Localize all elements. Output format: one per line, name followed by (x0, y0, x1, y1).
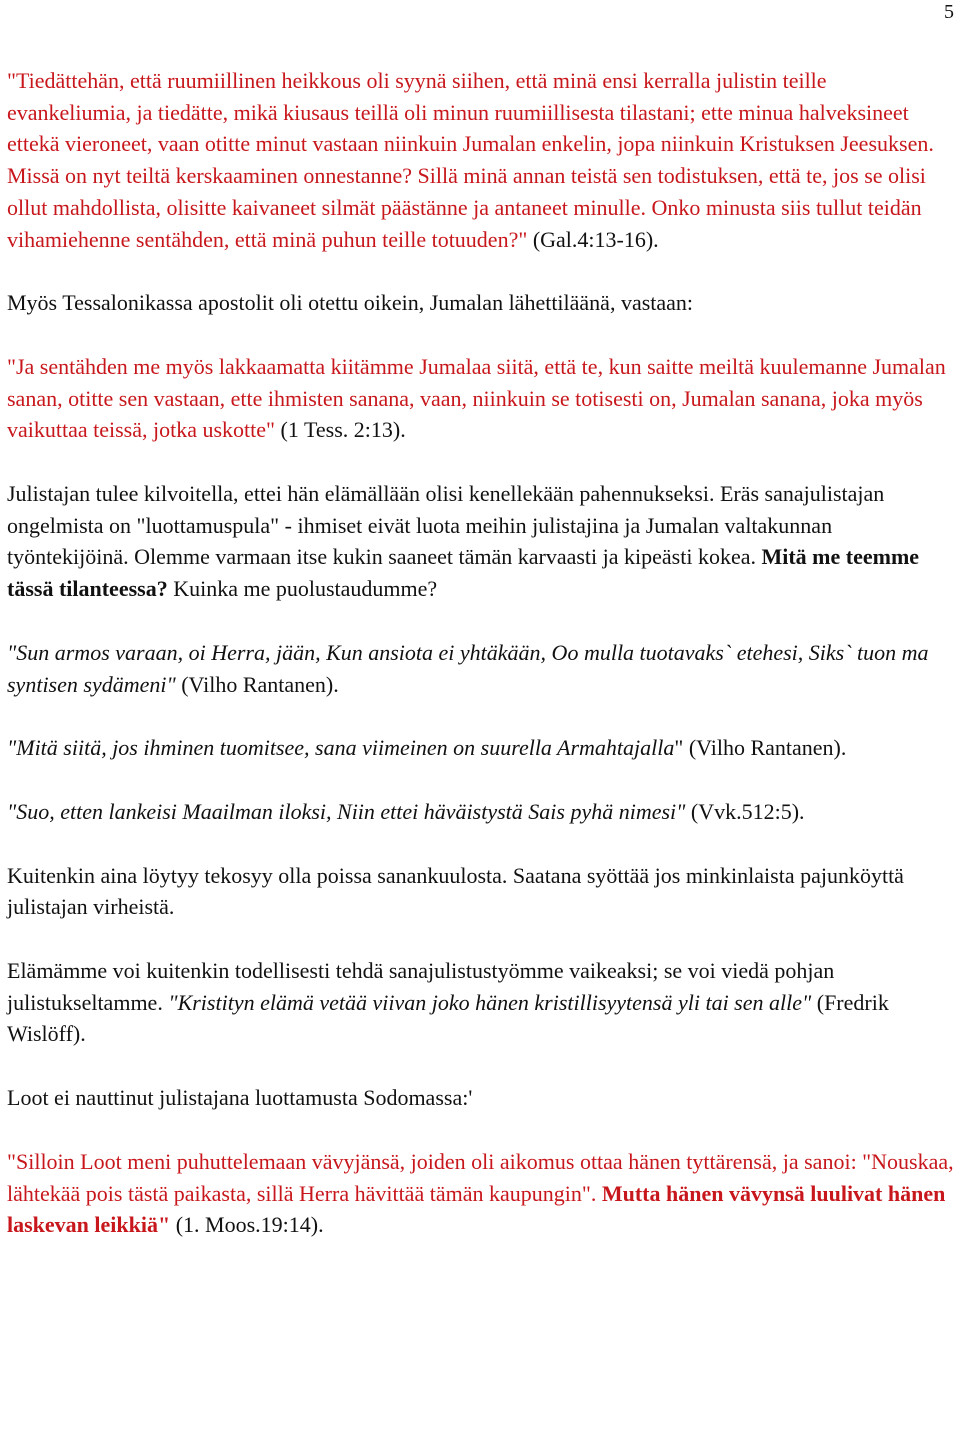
trust-problem-tail: Kuinka me puolustaudumme? (167, 576, 438, 602)
galatians-reference: (Gal.4:13-16). (527, 226, 659, 252)
hymn-rantanen-2-reference: " (Vilho Rantanen). (674, 735, 847, 761)
wisloff-reference: (Fredrik Wislöff). (7, 989, 889, 1047)
paragraph-loot-intro: Loot ei nauttinut julistajana luottamusta Sodomassa:' (7, 1085, 473, 1111)
paragraph-thessalonians-quote (7, 351, 955, 446)
page-number: 5 (944, 1, 954, 23)
paragraph-excuse: Kuitenkin aina löytyy tekosyy olla poissa sanankuulosta. Saatana syöttää jos minkinlaista pajunköyttä julistajan virheistä. (7, 862, 904, 920)
moses-quote-bold: Mutta hänen vävynsä luulivat hänen laskevan leikkiä" (7, 1180, 946, 1238)
paragraph-hymn-vvk (7, 796, 955, 828)
document-body (7, 65, 955, 1273)
moses-quote: "Silloin Loot meni puhuttelemaan vävyjänsä, joiden oli aikomus ottaa hänen tyttärensä, ja sanoi: "Nouskaa, lähtekää pois tästä paikasta, sillä Herra hävittää tämän kaupungin". (7, 1148, 954, 1206)
galatians-quote: "Tiedättehän, että ruumiillinen heikkous oli syynä siihen, että minä ensi kerralla julistin teille evankeliumia, ja tiedätte, mikä kiusaus teillä oli minun ruumiillisesta tilastani; ette minua halveksineet ettekä vieroneet, vaan otitte minut vastaan niinkuin Jumalan enkelin, jopa niinkuin Kristuksen Jeesuksen. Missä on nyt teiltä kerskaaminen onnestanne? Sillä minä annan teistä sen todistuksen, että te, jos se olisi ollut mahdollista, olisitte kaivaneet silmät päästänne ja antaneet minulle. Onko minusta siis tullut teidän vihamiehenne sentähden, että minä puhun teille totuuden?" (7, 68, 934, 252)
trust-problem-text: Julistajan tulee kilvoitella, ettei hän elämällään olisi kenellekään pahennukseksi. Eräs sanajulistajan ongelmista on "luottamuspula" - ihmiset eivät luota meihin julistajina ja Jumalan valtakunnan työntekijöinä. Olemme varmaan itse kukin saaneet tämän karvaasti ja kipeästi kokea. (7, 481, 885, 570)
paragraph-wisloff (7, 955, 955, 1050)
paragraph-thessalonica-intro: Myös Tessalonikassa apostolit oli otettu oikein, Jumalan lähettiläänä, vastaan: (7, 290, 694, 316)
hymn-vvk-text: "Suo, etten lankeisi Maailman iloksi, Niin ettei häväistystä Sais pyhä nimesi" (7, 798, 686, 824)
wisloff-text: Elämämme voi kuitenkin todellisesti tehdä sanajulistustyömme vaikeaksi; se voi viedä pohjan julistukseltamme. (7, 958, 835, 1015)
thessalonians-quote: "Ja sentähden me myös lakkaamatta kiitämme Jumalaa siitä, että te, kun saitte meiltä kuulemanne Jumalan sanan, otitte sen vastaan, ette ihmisten sanana, vaan, niinkuin se totisesti on, Jumalan sanana, joka myös vaikuttaa teissä, jotka uskotte" (7, 353, 946, 443)
trust-problem-question: Mitä me teemme tässä tilanteessa? (7, 544, 920, 602)
hymn-vvk-reference: (Vvk.512:5). (685, 798, 805, 824)
wisloff-quote: "Kristityn elämä vetää viivan joko hänen kristillisyytensä yli tai sen alle" (168, 989, 812, 1015)
hymn-rantanen-1-text: "Sun armos varaan, oi Herra, jään, Kun ansiota ei yhtäkään, Oo mulla tuotavaks` etehesi, Siks` tuon ma syntisen sydämeni" (7, 639, 929, 697)
thessalonians-reference: (1 Tess. 2:13). (275, 417, 406, 443)
hymn-rantanen-1-reference: (Vilho Rantanen). (175, 671, 339, 697)
hymn-rantanen-2-text: "Mitä siitä, jos ihminen tuomitsee, sana viimeinen on suurella Armahtajalla (7, 735, 675, 761)
paragraph-galatians-quote (7, 65, 955, 255)
paragraph-moses-quote (7, 1146, 955, 1241)
moses-reference: (1. Moos.19:14). (170, 1212, 324, 1238)
paragraph-trust-problem (7, 478, 955, 605)
paragraph-hymn-rantanen-1 (7, 637, 955, 700)
paragraph-hymn-rantanen-2 (7, 732, 955, 764)
